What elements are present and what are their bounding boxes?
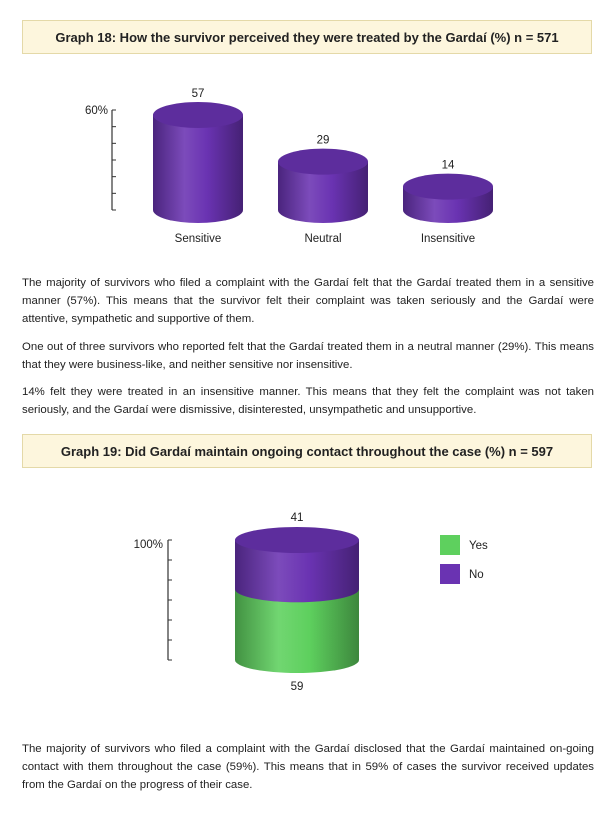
bar-value-label: 29 (316, 134, 330, 147)
graph-19-axis-label: 100% (133, 539, 163, 551)
paragraph-sensitive: The majority of survivors who filed a complaint with the Gardaí felt that the Gardaí treated them in a sensitive manner (57%). This means that the survivor felt their complaint was taken seriously and the Gardaí were attentive, sympathetic and supportive of them. (22, 277, 594, 325)
graph-18-chart (0, 80, 614, 290)
legend-label-yes: Yes (469, 540, 488, 552)
graph-18-axis-label: 60% (84, 105, 108, 117)
bar-top (278, 149, 368, 175)
paragraph-contact: The majority of survivors who filed a complaint with the Gardaí disclosed that the Gardaí maintained on-going contact with them throughout the case (59%). This means that in 59% of cases the survivor received updates from the Gardaí on the progress of their case. (22, 743, 594, 791)
graph-18-title: Graph 18: How the survivor perceived they were treated by the Gardaí (%) n = 571 (22, 20, 592, 54)
bar-sensitive (153, 115, 243, 223)
graph-18-bars (153, 88, 493, 245)
category-label: Neutral (304, 233, 342, 245)
legend-label-no: No (469, 569, 484, 581)
segment-top (235, 527, 359, 553)
graph-19-title: Graph 19: Did Gardaí maintain ongoing contact throughout the case (%) n = 597 (22, 434, 592, 468)
graph-19-chart (0, 495, 614, 715)
legend-swatch-no (440, 564, 460, 584)
category-label: Sensitive (174, 233, 222, 245)
graph-19-legend (440, 535, 488, 584)
value-label-yes: 59 (290, 681, 304, 693)
bar-top (153, 102, 243, 128)
graph-19-bars (235, 512, 359, 693)
paragraph-neutral: One out of three survivors who reported felt that the Gardaí treated them in a neutral manner (29%). This means that they were business-like, and neither sensitive nor insensitive. (22, 341, 594, 371)
graph-19-axis (168, 540, 172, 660)
bar-top (403, 174, 493, 200)
paragraph-insensitive: 14% felt they were treated in an insensitive manner. This means that they felt the complaint was not taken seriously, and the Gardaí were dismissive, disinterested, unsympathetic and unsupportive. (22, 386, 594, 416)
legend-swatch-yes (440, 535, 460, 555)
value-label-no: 41 (290, 512, 304, 524)
bar-value-label: 14 (441, 159, 455, 172)
bar-value-label: 57 (191, 88, 205, 100)
category-label: Insensitive (420, 233, 476, 245)
graph-18-axis (112, 110, 116, 210)
